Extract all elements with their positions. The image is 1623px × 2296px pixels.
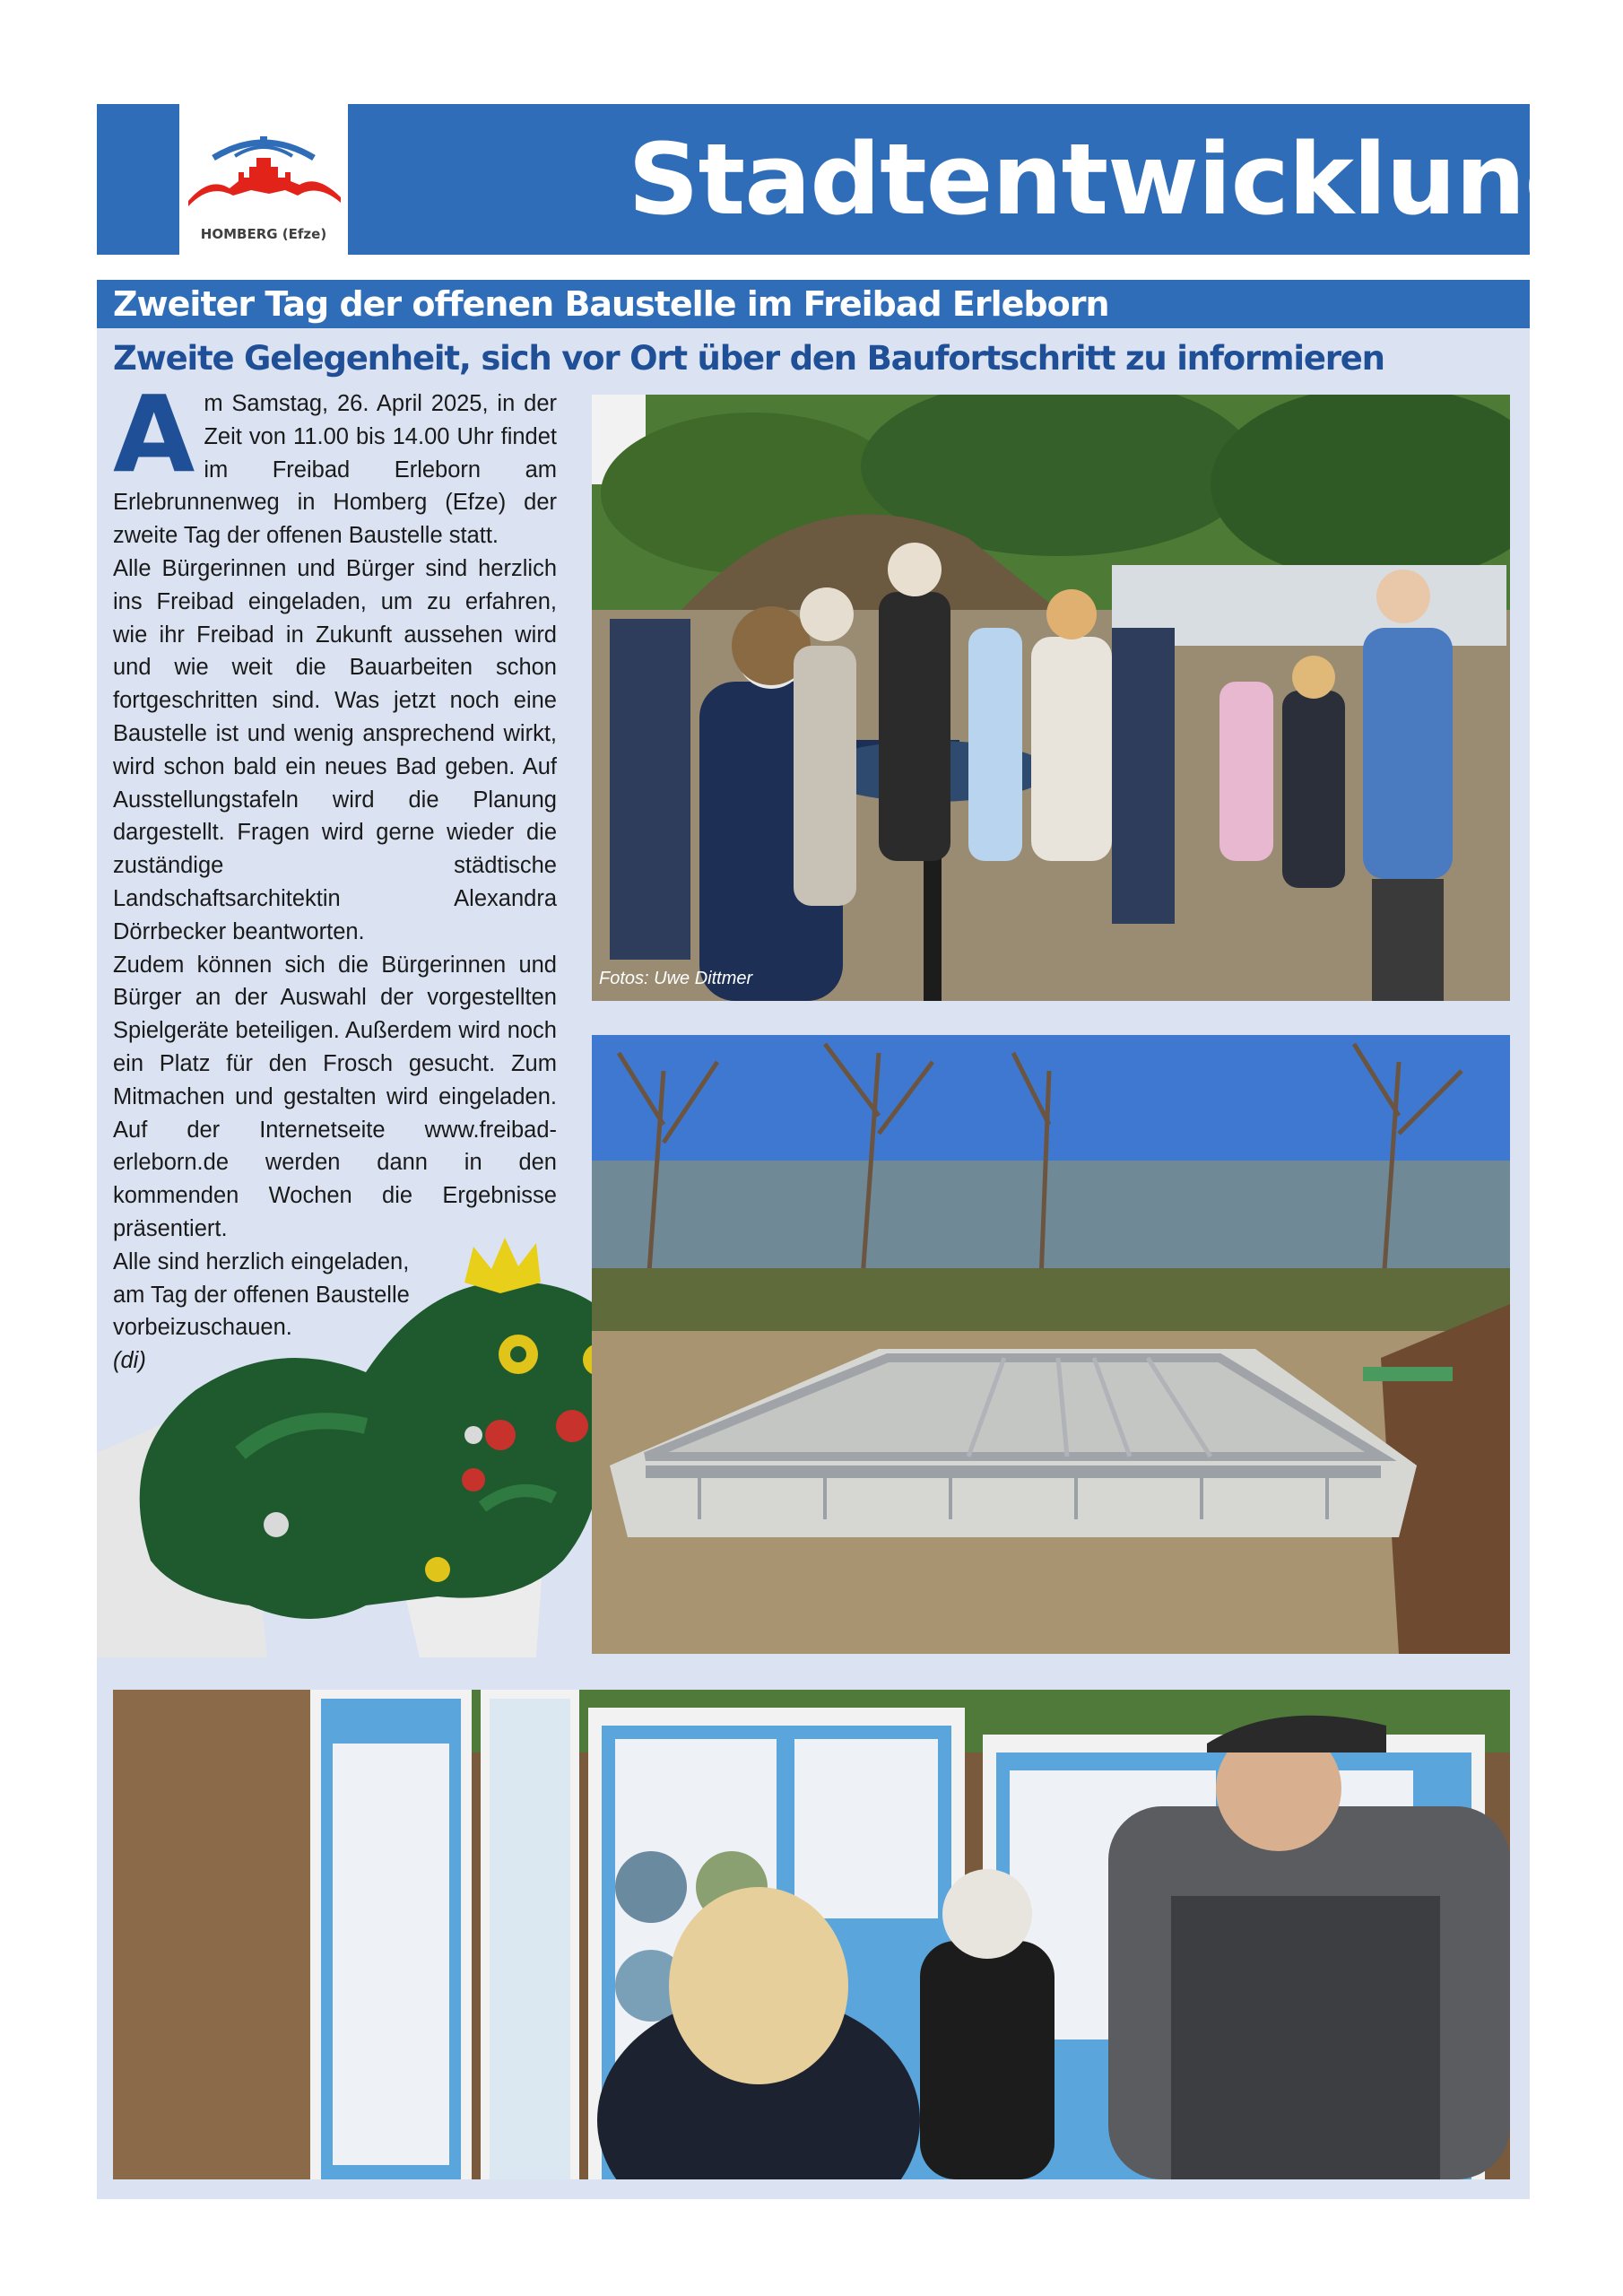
section-title: Stadtentwicklung [628, 122, 1594, 237]
article-body [113, 372, 557, 1378]
pool-construction-photo [592, 1035, 1510, 1654]
article-paragraph: Alle sind herzlich eingeladen, am Tag der offenen Baustelle vorbeizuschauen. [113, 1248, 410, 1341]
article-paragraph: Am Samstag, 26. April 2025, in der Zeit von 11.00 bis 14.00 Uhr findet im Freibad Erleborn am Erlebrunnenweg in Homberg (Efze) der zweite Tag der offenen Baustelle statt. [113, 372, 557, 549]
article-signature: (di) [113, 1348, 146, 1374]
article-headline: Zweiter Tag der offenen Baustelle im Freibad Erleborn [113, 284, 1109, 324]
article-paragraph: Alle Bürgerinnen und Bürger sind herzlich ins Freibad eingeladen, um zu erfahren, wie ihr Freibad in Zukunft aussehen wird und wie weit die Bauarbeiten schon fortgeschritten sind. Was jetzt noch eine Baustelle ist und wenig ansprechend wirkt, wird schon bald ein neues Bad geben. Auf Ausstellungstafeln wird die Planung dargestellt. Fragen wird gerne wieder die zuständige städtische Landschaftsarchitektin Alexandra Dörrbecker beantworten. [113, 555, 557, 944]
homberg-logo-icon [183, 131, 344, 221]
logo-text: HOMBERG (Efze) [200, 226, 327, 242]
photo-credit: Fotos: Uwe Dittmer [599, 969, 753, 988]
article-paragraph: Zudem können sich die Bürgerinnen und Bürger an der Auswahl der vorgestellten Spielgeräte beteiligen. Außerdem wird noch ein Platz für den Frosch gesucht. Zum Mitmachen und gestalten wird eingeladen. Auf der Internetseite www.freibad-erleborn.de werden dann in den kommenden Wochen die Ergebnisse präsentiert. [113, 952, 557, 1241]
exhibition-boards-photo [113, 1690, 1510, 2179]
crowd-photo [592, 395, 1510, 1001]
article-subheadline: Zweite Gelegenheit, sich vor Ort über den Baufortschritt zu informieren [113, 339, 1384, 378]
city-logo [179, 104, 348, 255]
drop-cap: A [113, 372, 195, 496]
